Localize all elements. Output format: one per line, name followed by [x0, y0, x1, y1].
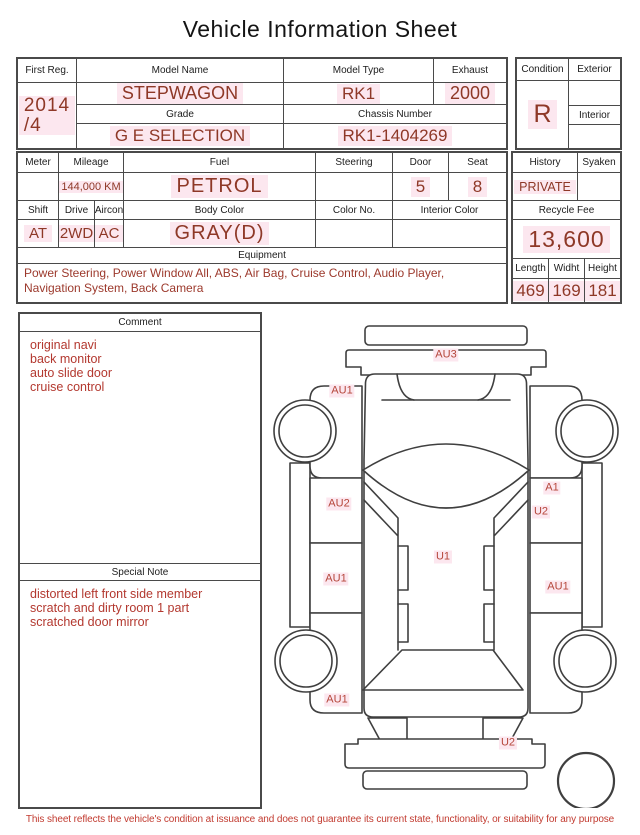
exhaust-label: Exhaust [434, 59, 506, 82]
syaken-label: Syaken [578, 153, 620, 172]
width-value: 169 [549, 279, 584, 302]
color-no-value [316, 220, 392, 247]
car-damage-diagram [262, 310, 640, 808]
left-front-door [310, 478, 362, 543]
shift-value: AT [18, 220, 58, 247]
rear-right-wheel [559, 635, 611, 687]
color-no-label: Color No. [316, 201, 392, 219]
interior-value [569, 125, 620, 148]
page-title: Vehicle Information Sheet [182, 16, 458, 42]
damage-marker-au1: AU1 [326, 693, 348, 706]
first-reg-value: 2014 /4 [18, 83, 76, 148]
meter-value [18, 173, 58, 200]
exhaust-value: 2000 [434, 83, 506, 104]
damage-marker-a1: A1 [545, 481, 559, 494]
damage-marker-u2: U2 [533, 505, 549, 518]
seat-label: Seat [449, 153, 506, 172]
history-label: History [513, 153, 577, 172]
exterior-value [569, 81, 620, 105]
front-left-wheel [279, 405, 331, 457]
door-value: 5 [393, 173, 448, 200]
body-color-label: Body Color [124, 201, 315, 219]
disclaimer-text: This sheet reflects the vehicle's condition at issuance and does not guarantee its current state, functionality, or suitability for any purpose [25, 814, 615, 825]
model-name-value: STEPWAGON [77, 83, 283, 104]
aircon-label: Aircon [95, 201, 123, 219]
damage-marker-au2: AU2 [328, 497, 350, 510]
model-name-label: Model Name [77, 59, 283, 82]
recycle-fee-label: Recycle Fee [513, 201, 620, 219]
comment-label: Comment [20, 314, 260, 332]
damage-marker-au1: AU1 [325, 572, 347, 585]
drive-label: Drive [59, 201, 94, 219]
body-color-value: GRAY(D) [124, 220, 315, 247]
model-type-label: Model Type [284, 59, 433, 82]
rear-bottom-bar [363, 771, 527, 789]
damage-marker-au1: AU1 [331, 384, 353, 397]
condition-value: R [517, 81, 568, 148]
chassis-number-label: Chassis Number [284, 105, 506, 123]
front-top-bar [365, 326, 527, 345]
grade-label: Grade [77, 105, 283, 123]
condition-label: Condition [517, 59, 568, 80]
history-fee-table [511, 151, 622, 304]
condition-table [515, 57, 622, 150]
height-label: Height [585, 259, 620, 278]
seat-value: 8 [449, 173, 506, 200]
aircon-value: AC [95, 220, 123, 247]
first-reg-label: First Reg. [18, 59, 76, 82]
damage-marker-u1: U1 [435, 550, 451, 563]
right-sliding-door [530, 543, 582, 613]
door-label: Door [393, 153, 448, 172]
meter-label: Meter [18, 153, 58, 172]
recycle-fee-value: 13,600 [513, 220, 620, 258]
width-label: Widht [549, 259, 584, 278]
grade-value: G E SELECTION [77, 124, 283, 148]
rear-left-wheel [280, 635, 332, 687]
damage-marker-au1: AU1 [547, 580, 569, 593]
length-value: 469 [513, 279, 548, 302]
special-note-label: Special Note [20, 563, 260, 581]
model-type-value: RK1 [284, 83, 433, 104]
mileage-label: Mileage [59, 153, 123, 172]
front-right-wheel [561, 405, 613, 457]
interior-color-value [393, 220, 506, 247]
interior-label: Interior [569, 106, 620, 124]
vehicle-spec-table [16, 151, 508, 304]
exterior-label: Exterior [569, 59, 620, 80]
steering-value [316, 173, 392, 200]
shift-label: Shift [18, 201, 58, 219]
spare-tire [558, 753, 614, 808]
drive-value: 2WD [59, 220, 94, 247]
equipment-value: Power Steering, Power Window All, ABS, Air Bag, Cruise Control, Audio Player, Navigation System, Back Camera [18, 264, 506, 302]
damage-marker-au3: AU3 [435, 348, 457, 361]
chassis-number-value: RK1-1404269 [284, 124, 506, 148]
left-rocker-strip [290, 463, 310, 627]
comment-text: original navi back monitor auto slide door cruise control [30, 338, 113, 394]
comment-panel [18, 312, 262, 809]
height-value: 181 [585, 279, 620, 302]
vehicle-identity-table [16, 57, 508, 150]
special-note-text: distorted left front side member scratch and dirty room 1 part scratched door mirror [30, 587, 203, 629]
fuel-label: Fuel [124, 153, 315, 172]
steering-label: Steering [316, 153, 392, 172]
history-value: PRIVATE [513, 173, 577, 200]
fuel-value: PETROL [124, 173, 315, 200]
equipment-label: Equipment [18, 248, 506, 263]
syaken-value [578, 173, 620, 200]
mileage-value: 144,000 KM [59, 173, 123, 200]
interior-color-label: Interior Color [393, 201, 506, 219]
damage-marker-u2: U2 [500, 736, 516, 749]
right-rocker-strip [582, 463, 602, 627]
length-label: Length [513, 259, 548, 278]
